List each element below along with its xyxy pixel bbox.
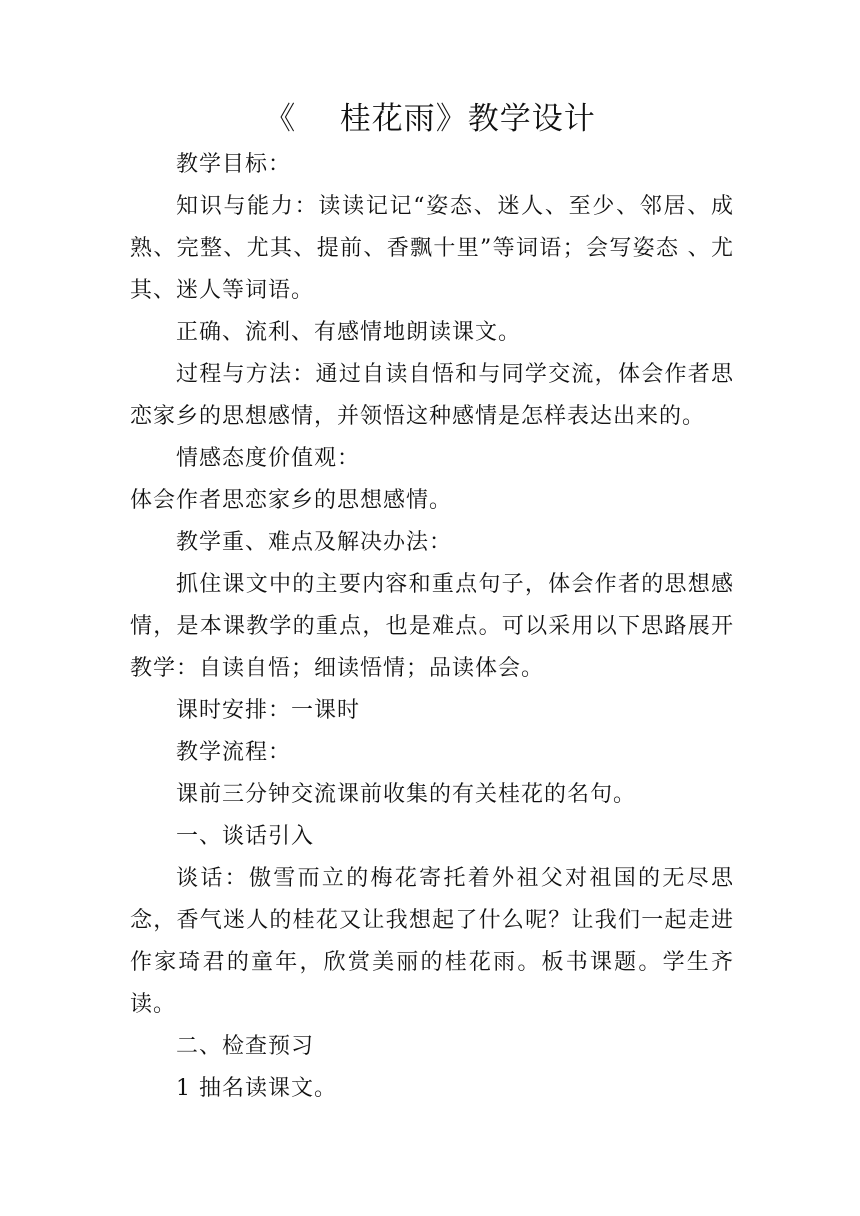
paragraph-class-schedule: 课时安排：一课时 bbox=[176, 698, 361, 723]
document-body bbox=[130, 144, 734, 1110]
paragraph-emotion-values-heading: 情感态度价值观： bbox=[176, 446, 361, 471]
section-heading-preview-check: 二、检查预习 bbox=[176, 1034, 315, 1059]
paragraph-pre-class: 课前三分钟交流课前收集的有关桂花的名句。 bbox=[176, 782, 637, 807]
paragraph-teaching-goals: 教学目标： bbox=[176, 152, 292, 177]
paragraph-knowledge-ability: 知识与能力：读读记记“姿态、迷人、至少、邻居、成熟、完整、尤其、提前、香飘十里”等词语；会写姿态 、尤 其、迷人等词语。 bbox=[130, 194, 734, 303]
section-heading-intro: 一、谈话引入 bbox=[176, 824, 315, 849]
paragraph-process-method: 过程与方法：通过自读自悟和与同学交流，体会作者思恋家乡的思想感情，并领悟这种感情是怎样表达出来的。 bbox=[130, 362, 734, 429]
paragraph-teaching-flow: 教学流程： bbox=[176, 740, 292, 765]
document-title: 《 桂花雨》教学设计 bbox=[264, 101, 596, 137]
paragraph-reading-aloud: 正确、流利、有感情地朗读课文。 bbox=[176, 320, 522, 345]
paragraph-key-points: 抓住课文中的主要内容和重点句子，体会作者的思想感情，是本课教学的重点，也是难点。可以采用以下思路展开教学：自读自悟；细读悟情；品读体会。 bbox=[130, 572, 734, 681]
paragraph-key-points-heading: 教学重、难点及解决办法： bbox=[176, 530, 453, 555]
paragraph-emotion-values: 体会作者思恋家乡的思想感情。 bbox=[130, 488, 453, 513]
paragraph-read-text: 1 抽名读课文。 bbox=[176, 1076, 337, 1101]
paragraph-intro-talk: 谈话：傲雪而立的梅花寄托着外祖父对祖国的无尽思念，香气迷人的桂花又让我想起了什么呢？让我们一起走进作家琦君的童年，欣赏美丽的桂花雨。板书课题。学生齐读。 bbox=[130, 866, 734, 1017]
